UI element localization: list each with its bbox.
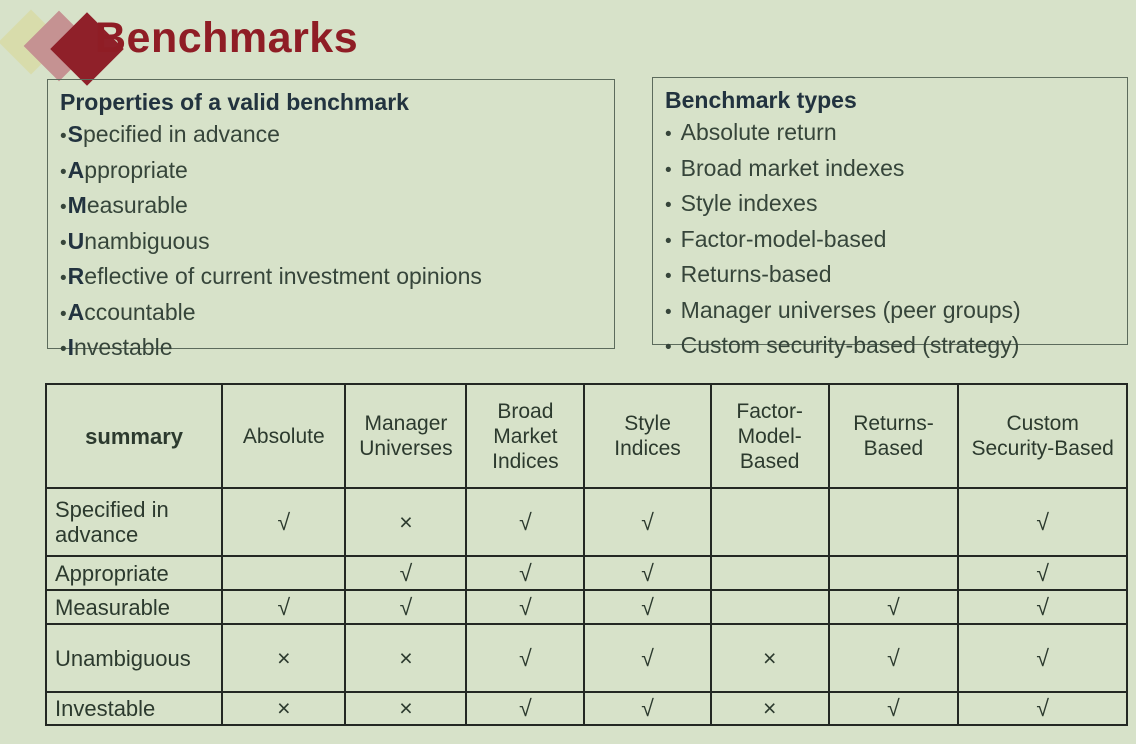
properties-list xyxy=(60,118,604,367)
summary-corner-cell: summary xyxy=(46,384,222,488)
list-item: • Custom security-based (strategy) xyxy=(665,332,1020,358)
empty-cell xyxy=(711,488,829,556)
table-row xyxy=(46,624,1127,692)
check-mark-cell: √ xyxy=(829,590,959,624)
bullet-icon: • xyxy=(60,268,67,289)
empty-cell xyxy=(711,590,829,624)
check-mark-cell: √ xyxy=(466,488,584,556)
check-mark-cell: √ xyxy=(958,556,1127,590)
column-header: Returns-Based xyxy=(829,384,959,488)
table-row xyxy=(46,590,1127,624)
bullet-icon: • xyxy=(60,232,67,254)
table-row xyxy=(46,692,1127,725)
bullet-icon: • xyxy=(665,195,672,216)
list-item: • Manager universes (peer groups) xyxy=(665,296,1021,323)
cross-mark-cell: × xyxy=(222,692,345,725)
row-label: Unambiguous xyxy=(46,624,222,692)
row-label: Appropriate xyxy=(46,556,222,590)
empty-cell xyxy=(829,556,959,590)
list-item: •Measurable xyxy=(60,192,188,218)
check-mark-cell: √ xyxy=(829,624,959,692)
empty-cell xyxy=(711,556,829,590)
cross-mark-cell: × xyxy=(711,624,829,692)
check-mark-cell: √ xyxy=(958,590,1127,624)
bullet-icon: • xyxy=(60,303,67,325)
list-item: • Broad market indexes xyxy=(665,154,905,181)
check-mark-cell: √ xyxy=(466,624,584,692)
check-mark-cell: √ xyxy=(958,488,1127,556)
table-header-row xyxy=(46,384,1127,488)
check-mark-cell: √ xyxy=(345,556,466,590)
column-header: Custom Security-Based xyxy=(958,384,1127,488)
table-row xyxy=(46,488,1127,556)
list-item: •Unambiguous xyxy=(60,227,210,254)
check-mark-cell: √ xyxy=(584,624,710,692)
list-item: •Appropriate xyxy=(60,156,188,183)
bullet-icon: • xyxy=(665,159,672,181)
bullet-icon: • xyxy=(60,161,67,183)
check-mark-cell: √ xyxy=(584,556,710,590)
list-item: •Specified in advance xyxy=(60,121,280,147)
list-item: • Factor-model-based xyxy=(665,225,887,252)
cross-mark-cell: × xyxy=(345,692,466,725)
empty-cell xyxy=(829,488,959,556)
check-mark-cell: √ xyxy=(958,624,1127,692)
check-mark-cell: √ xyxy=(466,692,584,725)
page-title: Benchmarks xyxy=(95,14,359,62)
bullet-icon: • xyxy=(60,339,67,360)
bullet-icon: • xyxy=(665,301,672,323)
bullet-icon: • xyxy=(665,124,672,145)
list-item: • Absolute return xyxy=(665,119,837,145)
list-item: • Style indexes xyxy=(665,190,818,216)
cross-mark-cell: × xyxy=(222,624,345,692)
summary-table xyxy=(45,383,1128,726)
types-list xyxy=(665,116,1117,365)
check-mark-cell: √ xyxy=(584,488,710,556)
check-mark-cell: √ xyxy=(345,590,466,624)
row-label: Investable xyxy=(46,692,222,725)
bullet-icon: • xyxy=(60,197,67,218)
check-mark-cell: √ xyxy=(222,590,345,624)
properties-box-heading: Properties of a valid benchmark xyxy=(60,89,409,115)
check-mark-cell: √ xyxy=(584,692,710,725)
list-item: • Returns-based xyxy=(665,261,832,287)
row-label: Measurable xyxy=(46,590,222,624)
check-mark-cell: √ xyxy=(958,692,1127,725)
column-header: Style Indices xyxy=(584,384,710,488)
row-label: Specified in advance xyxy=(46,488,222,556)
check-mark-cell: √ xyxy=(466,590,584,624)
cross-mark-cell: × xyxy=(345,488,466,556)
check-mark-cell: √ xyxy=(222,488,345,556)
list-item: •Accountable xyxy=(60,298,196,325)
cross-mark-cell: × xyxy=(711,692,829,725)
bullet-icon: • xyxy=(665,266,672,287)
bullet-icon: • xyxy=(665,337,672,358)
empty-cell xyxy=(222,556,345,590)
table-row xyxy=(46,556,1127,590)
types-box-heading: Benchmark types xyxy=(665,87,857,113)
column-header: Factor-Model-Based xyxy=(711,384,829,488)
types-box xyxy=(652,77,1128,358)
bullet-icon: • xyxy=(60,126,67,147)
properties-box xyxy=(47,79,615,360)
list-item: •Investable xyxy=(60,334,173,360)
check-mark-cell: √ xyxy=(584,590,710,624)
check-mark-cell: √ xyxy=(466,556,584,590)
column-header: Broad Market Indices xyxy=(466,384,584,488)
bullet-icon: • xyxy=(665,230,672,252)
column-header: Absolute xyxy=(222,384,345,488)
list-item: •Reflective of current investment opinions xyxy=(60,263,482,289)
cross-mark-cell: × xyxy=(345,624,466,692)
check-mark-cell: √ xyxy=(829,692,959,725)
column-header: Manager Universes xyxy=(345,384,466,488)
